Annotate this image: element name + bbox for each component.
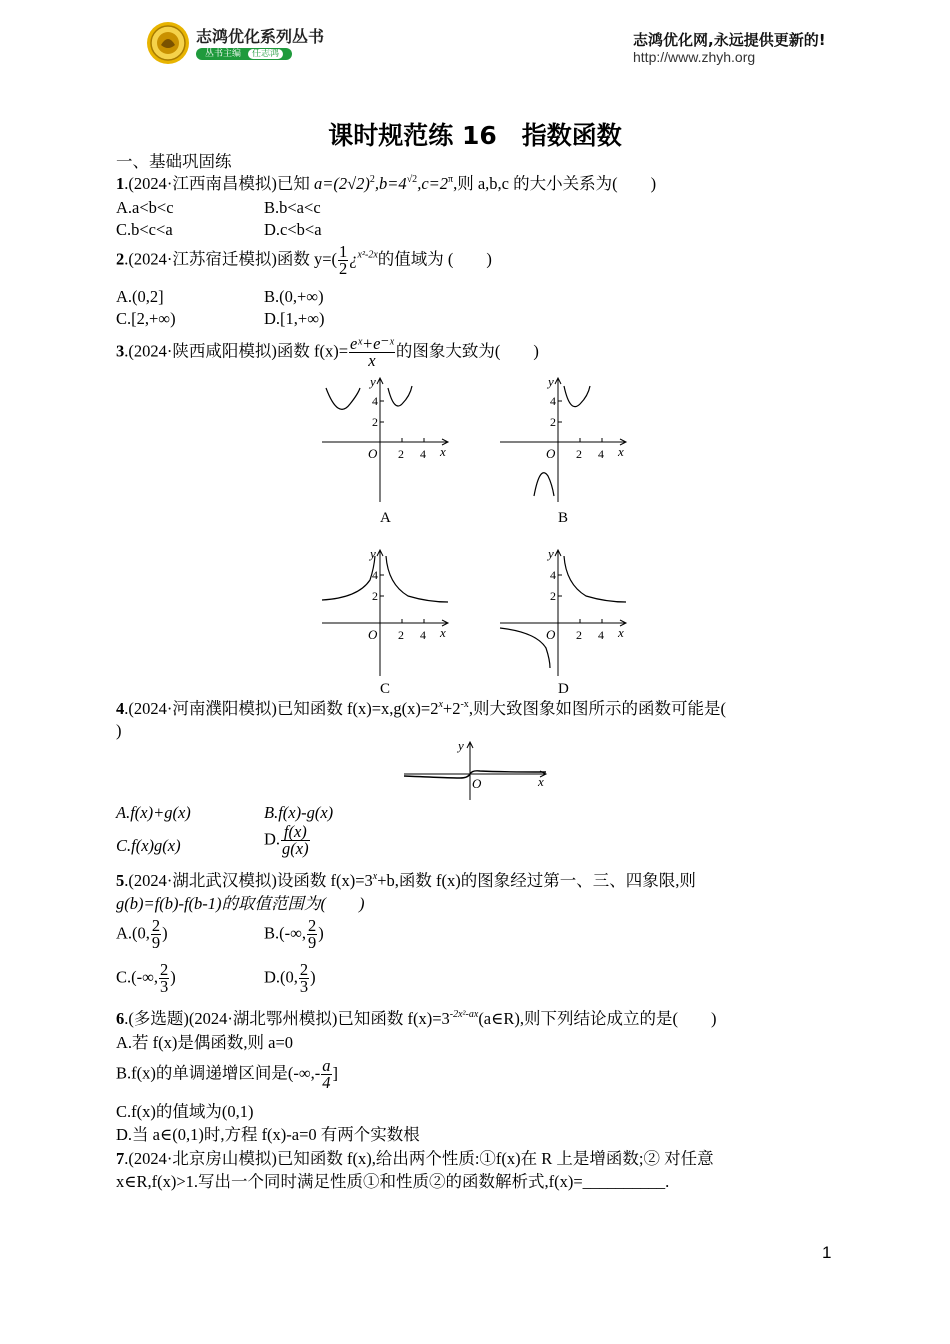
q2-option-c[interactable]: C.[2,+∞) (116, 309, 176, 328)
section-heading: 一、基础巩固练 (116, 152, 232, 171)
tick-label: 2 (576, 447, 582, 461)
tick-label: 2 (550, 415, 556, 429)
q1-option-c[interactable]: C.b<c<a (116, 220, 173, 239)
tick-label: 4 (420, 447, 426, 461)
tick-label: 2 (398, 447, 404, 461)
q4-option-b[interactable]: B.f(x)-g(x) (264, 803, 334, 822)
question-5: 5.(2024·湖北武汉模拟)设函数 $f(x)=3^x+b$,函数 f(x)的图象经过第一、三、四象限,则 (116, 871, 696, 890)
graph-d (496, 544, 636, 684)
graph-a-label[interactable]: A (380, 510, 391, 526)
editor-label: 丛书主编 (205, 49, 242, 59)
axis-label-y: y (548, 546, 554, 561)
tick-label: 2 (372, 415, 378, 429)
q6-option-a[interactable]: A.若 f(x)是偶函数,则 a=0 (116, 1033, 294, 1052)
tick-label: 4 (550, 394, 556, 408)
tick-label: 2 (372, 589, 378, 603)
header-slogan: 志鸿优化网,永远提供更新的! (633, 31, 826, 49)
graph-b-label[interactable]: B (558, 510, 569, 526)
graph-c-label[interactable]: C (380, 681, 391, 697)
header-url[interactable]: http://www.zhyh.org (633, 49, 756, 65)
tick-label: 2 (576, 628, 582, 642)
tick-label: 4 (372, 394, 378, 408)
q5-option-a[interactable]: A.(0, $\frac{2}{9}$ ) (116, 916, 168, 952)
graph-c (318, 544, 458, 684)
tick-label: 4 (598, 447, 604, 461)
axis-label-x: x (618, 625, 624, 640)
tick-label: 2 (398, 628, 404, 642)
editor-name: 任志鸿 (247, 48, 284, 60)
graph-d-label[interactable]: D (558, 681, 569, 697)
q5-option-c[interactable]: C.(-∞, $\frac{2}{3}$ ) (116, 960, 176, 996)
origin-label: O (368, 446, 378, 461)
publisher-logo (146, 21, 190, 65)
q6-option-d[interactable]: D.当 a∈(0,1)时,方程 f(x)-a=0 有两个实数根 (116, 1125, 420, 1144)
q1-option-d[interactable]: D.c<b<a (264, 220, 322, 239)
question-3: 3.(2024·陕西咸阳模拟)函数 f(x)= $\frac{\text{eˣ+e⁻ˣ}}{x}$ 的图象大致为( ) (116, 334, 539, 370)
q5-option-b[interactable]: B.(-∞, $\frac{2}{9}$ ) (264, 916, 324, 952)
question-1: 1.(2024·江西南昌模拟)已知 $a=(2√2)^2,b=4^{√2},c=2^\pi$,则 a,b,c 的大小关系为( ) (116, 174, 657, 193)
question-6: 6.(多选题)(2024·湖北鄂州模拟)已知函数 $f(x)=3^{-2x^2-ax}(a\in R)$,则下列结论成立的是( ) (116, 1009, 717, 1028)
page-number: 1 (822, 1243, 832, 1262)
series-title: 志鸿优化系列丛书 (196, 27, 325, 46)
q4-option-c[interactable]: C.f(x)g(x) (116, 836, 181, 855)
question-2: 2.(2024·江苏宿迁模拟)函数 y=( $\frac{1}{2}$ ¿$^{x^2-2x}$的值域为 ( ) (116, 242, 492, 278)
tick-label: 4 (420, 628, 426, 642)
graph-a (318, 372, 458, 512)
q1-option-a[interactable]: A.a<b<c (116, 198, 174, 217)
page-title: 课时规范练 16 指数函数 (328, 121, 622, 150)
q2-option-a[interactable]: A.(0,2] (116, 287, 164, 306)
axis-label-x: x (440, 625, 446, 640)
q6-option-b[interactable]: B.f(x)的单调递增区间是(-∞,- $\frac{a}{4}$ ] (116, 1056, 338, 1092)
axis-label-x: x (618, 444, 624, 459)
axis-label-y: y (370, 374, 376, 389)
q2-option-b[interactable]: B.(0,+∞) (264, 287, 324, 306)
q5-option-d[interactable]: D.(0, $\frac{2}{3}$ ) (264, 960, 316, 996)
q4-option-a[interactable]: A.f(x)+g(x) (116, 803, 191, 822)
origin-label: O (472, 776, 482, 791)
axis-label-y: y (370, 546, 376, 561)
q1-option-b[interactable]: B.b<a<c (264, 198, 321, 217)
axis-label-x: x (538, 774, 544, 789)
question-7-line2[interactable]: x∈R,f(x)>1.写出一个同时满足性质①和性质②的函数解析式,f(x)=__________. (116, 1172, 670, 1191)
tick-label: 4 (372, 568, 378, 582)
origin-label: O (546, 446, 556, 461)
q6-option-c[interactable]: C.f(x)的值域为(0,1) (116, 1102, 254, 1121)
origin-label: O (368, 627, 378, 642)
question-7: 7.(2024·北京房山模拟)已知函数 f(x),给出两个性质:①f(x)在 R 上是增函数;② 对任意 (116, 1149, 714, 1168)
tick-label: 4 (598, 628, 604, 642)
graph-q4 (400, 738, 550, 802)
origin-label: O (546, 627, 556, 642)
tick-label: 4 (550, 568, 556, 582)
question-4: 4.(2024·河南濮阳模拟)已知函数 $f(x)=x,g(x)=2^x+2^{-x}$,则大致图象如图所示的函数可能是( (116, 699, 726, 718)
axis-label-y: y (458, 738, 464, 753)
question-5-line2: g(b)=f(b)-f(b-1)的取值范围为( ) (116, 894, 365, 913)
axis-label-x: x (440, 444, 446, 459)
question-4-cont: ) (116, 721, 122, 740)
tick-label: 2 (550, 589, 556, 603)
graph-b (496, 372, 636, 512)
q4-option-d[interactable]: D. $\frac{f(x)}{g(x)}$ (264, 822, 309, 858)
axis-label-y: y (548, 374, 554, 389)
q2-option-d[interactable]: D.[1,+∞) (264, 309, 325, 328)
